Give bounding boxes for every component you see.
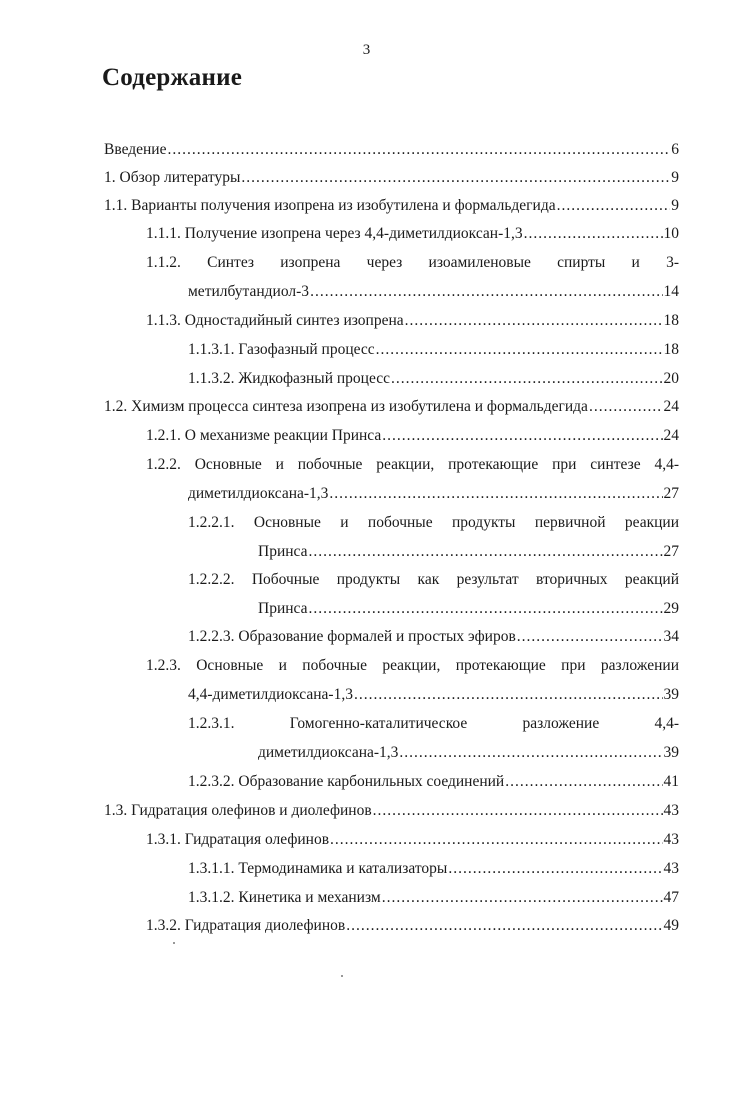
toc-entry-page: 9 <box>671 169 679 186</box>
toc-entry-page: 9 <box>671 197 679 214</box>
toc-entry-1-1-3-2[interactable] <box>188 369 679 389</box>
toc-entry-title: диметилдиоксана-1,3 <box>258 744 399 761</box>
scan-speck <box>341 975 343 977</box>
toc-entry-title: Принса <box>258 600 308 617</box>
toc-entry-page: 43 <box>663 802 679 819</box>
toc-entry-page: 43 <box>663 860 679 877</box>
page-title: Содержание <box>102 64 243 91</box>
toc-entry-page: 18 <box>663 312 679 329</box>
toc-entry-1-2-1[interactable] <box>146 426 679 446</box>
dot-leader <box>167 140 670 160</box>
toc-entry-title: 1.3.1. Гидратация олефинов <box>146 831 330 848</box>
dot-leader <box>517 627 663 647</box>
toc-entry-intro[interactable] <box>104 140 679 160</box>
toc-entry-title: метилбутандиол-3 <box>188 283 310 300</box>
dot-leader <box>373 801 663 821</box>
dot-leader <box>310 282 662 302</box>
dot-leader <box>376 340 663 360</box>
toc-entry-page: 39 <box>663 744 679 761</box>
toc-entry-page: 34 <box>663 628 679 645</box>
dot-leader <box>382 888 663 908</box>
toc-entry-1-1[interactable] <box>104 196 679 216</box>
dot-leader <box>391 369 663 389</box>
toc-entry-title: 1.1.3.1. Газофазный процесс <box>188 341 375 358</box>
toc-entry-page: 39 <box>663 686 679 703</box>
toc-entry-title: 1.1. Варианты получения изопрена из изобутилена и формальдегида <box>104 197 556 214</box>
toc-entry-title: Введение <box>104 141 167 158</box>
toc-entry-title: Принса <box>258 543 308 560</box>
toc-entry-page: 10 <box>663 225 679 242</box>
toc-entry-1-3-2[interactable] <box>146 916 679 936</box>
toc-entry-title-line1: 1.2.3. Основные и побочные реакции, протекающие при разложении <box>146 657 679 674</box>
dot-leader <box>308 542 662 562</box>
toc-entry-1-2-3-2[interactable] <box>188 772 679 792</box>
toc-entry-title: 1.2.1. О механизме реакции Принса <box>146 427 382 444</box>
dot-leader <box>354 685 663 705</box>
toc-entry-title: диметилдиоксана-1,3 <box>188 485 329 502</box>
toc-entry-title-line1: 1.2.2.2. Побочные продукты как результат вторичных реакций <box>188 571 679 588</box>
dot-leader <box>308 599 662 619</box>
toc-entry-page: 27 <box>663 543 679 560</box>
toc-entry-1-1-3-1[interactable] <box>188 340 679 360</box>
toc-entry-1-1-1[interactable] <box>146 224 679 244</box>
dot-leader <box>329 484 662 504</box>
toc-entry-page: 49 <box>663 917 679 934</box>
toc-entry-title: 1.3.1.2. Кинетика и механизм <box>188 889 381 906</box>
toc-entry-1-2-2-3[interactable] <box>188 627 679 647</box>
toc-entry-1[interactable] <box>104 168 679 188</box>
toc-entry-title: 1.3.1.1. Термодинамика и катализаторы <box>188 860 448 877</box>
toc-entry-1-1-3[interactable] <box>146 311 679 331</box>
toc-entry-page: 6 <box>671 141 679 158</box>
toc-entry-title: 1.1.3. Одностадийный синтез изопрена <box>146 312 404 329</box>
dot-leader <box>382 426 662 446</box>
toc-entry-title: 1.2. Химизм процесса синтеза изопрена из изобутилена и формальдегида <box>104 398 588 415</box>
scan-speck <box>173 942 175 944</box>
toc-entry-1-3-1-2[interactable] <box>188 888 679 908</box>
toc-entry-page: 41 <box>663 773 679 790</box>
toc-entry-page: 47 <box>663 889 679 906</box>
toc-entry-title-line1: 1.2.2. Основные и побочные реакции, протекающие при синтезе 4,4- <box>146 456 679 473</box>
toc-entry-page: 43 <box>663 831 679 848</box>
page-number: 3 <box>362 42 371 58</box>
toc-entry-title: 1.1.1. Получение изопрена через 4,4-диметилдиоксан-1,3 <box>146 225 523 242</box>
dot-leader <box>524 224 663 244</box>
toc-entry-page: 29 <box>663 600 679 617</box>
toc-entry-title: 1.3. Гидратация олефинов и диолефинов <box>104 802 372 819</box>
toc-entry-title: 1.1.3.2. Жидкофазный процесс <box>188 370 390 387</box>
dot-leader <box>505 772 662 792</box>
dot-leader <box>346 916 662 936</box>
dot-leader <box>557 196 671 216</box>
toc-entry-1-3-1[interactable] <box>146 830 679 850</box>
toc-entry-page: 18 <box>663 341 679 358</box>
dot-leader <box>405 311 663 331</box>
toc-entry-title: 1.3.2. Гидратация диолефинов <box>146 917 346 934</box>
dot-leader <box>448 859 662 879</box>
toc-entry-title-line1: 1.2.3.1. Гомогенно-каталитическое разложение 4,4- <box>188 715 679 732</box>
toc-entry-title-line1: 1.2.2.1. Основные и побочные продукты первичной реакции <box>188 514 679 531</box>
toc-entry-1-3-1-1[interactable] <box>188 859 679 879</box>
toc-entry-1-2[interactable] <box>104 397 679 417</box>
toc-entry-title: 1.2.3.2. Образование карбонильных соединений <box>188 773 505 790</box>
toc-entry-title-line1: 1.1.2. Синтез изопрена через изоамиленовые спирты и 3- <box>146 254 679 271</box>
toc-entry-title: 1.2.2.3. Образование формалей и простых эфиров <box>188 628 516 645</box>
dot-leader <box>241 168 670 188</box>
toc-entry-page: 14 <box>663 283 679 300</box>
toc-entry-page: 24 <box>663 398 679 415</box>
toc-entry-title: 4,4-диметилдиоксана-1,3 <box>188 686 353 703</box>
dot-leader <box>399 743 662 763</box>
dot-leader <box>330 830 662 850</box>
toc-entry-page: 20 <box>663 370 679 387</box>
toc-entry-page: 24 <box>663 427 679 444</box>
toc-entry-title: 1. Обзор литературы <box>104 169 241 186</box>
toc-entry-1-3[interactable] <box>104 801 679 821</box>
dot-leader <box>589 397 663 417</box>
toc-entry-page: 27 <box>663 485 679 502</box>
